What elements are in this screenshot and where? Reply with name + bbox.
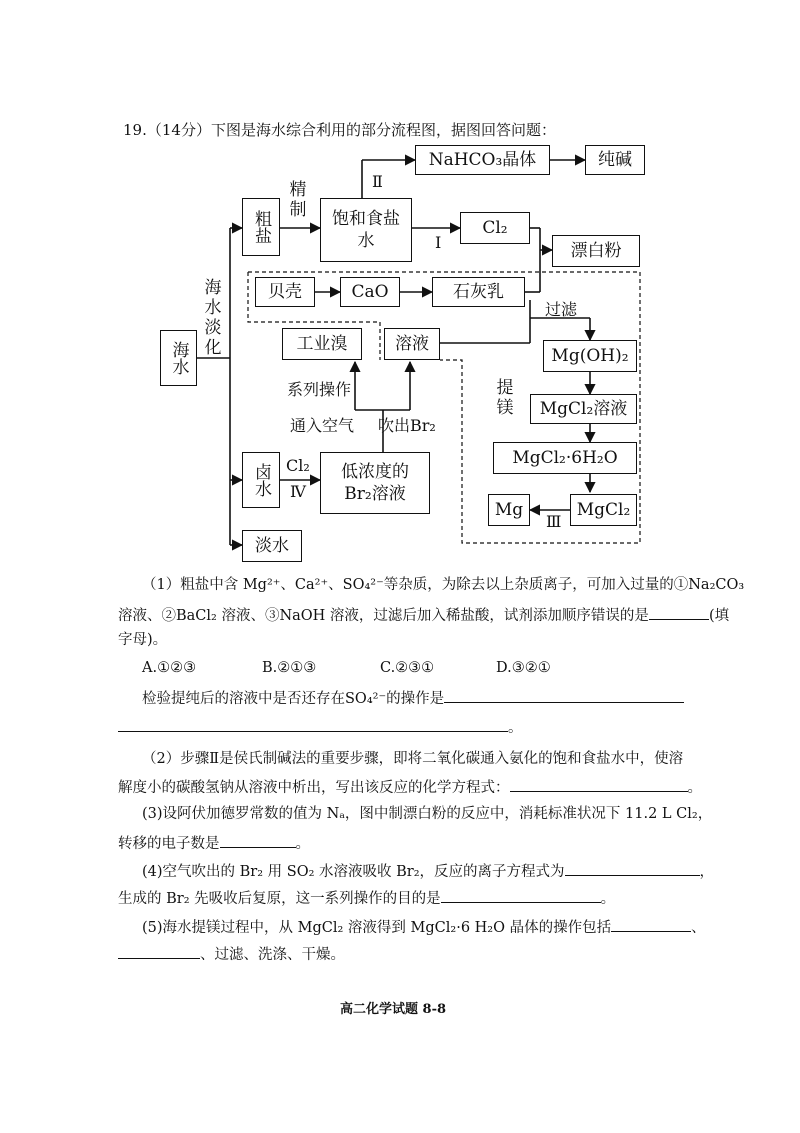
q1-opt-b: B.②①③ [262,660,317,676]
q1-opt-a: A.①②③ [142,660,197,676]
q2-end: 。 [687,780,702,796]
q1-check-blank2[interactable] [118,715,508,732]
cl2-box: Cl₂ [460,212,530,244]
cuyan-box: 粗盐 [242,198,280,256]
jingzhi-label: 精制 [289,180,307,220]
tongru-label: 通入空气 [290,416,355,435]
q5-line2-end: 、过滤、洗涤、干燥。 [200,947,345,963]
q3-end: 。 [295,836,310,852]
cao-box: CaO [340,277,400,307]
q1-line2-end: (填 [708,608,730,624]
rongye-box: 溶液 [384,328,440,360]
q4-line2 [118,886,615,910]
chuichu-label: 吹出Br₂ [378,416,436,435]
q4-equation-blank[interactable] [565,859,700,876]
q3-line2-text: 转移的电子数是 [118,836,220,852]
q1-answer-blank[interactable] [649,603,709,620]
step4-label: Ⅳ [290,482,306,501]
br2-sol-text: Br₂溶液 [344,484,406,504]
q5-blank-1[interactable] [611,915,691,932]
beike-box: 贝壳 [255,277,315,307]
q1-check-blank[interactable] [444,686,684,703]
mgcl2-box: MgCl₂ [570,494,637,526]
q1-opt-d: D.③②① [496,660,551,676]
step1-label: Ⅰ [435,233,442,252]
q2-answer-blank[interactable] [510,775,688,792]
mgcl2-hydrate-box: MgCl₂·6H₂O [493,442,637,474]
q1-opt-c: C.②③① [380,660,435,676]
shihuiru-box: 石灰乳 [432,277,525,307]
q1-check-line2 [118,715,523,739]
q5-line1-text: (5)海水提镁过程中，从 MgCl₂ 溶液得到 MgCl₂·6 H₂O 晶体的操作包括 [142,920,612,936]
question-header: 19.（14分）下图是海水综合利用的部分流程图，据图回答问题： [123,121,556,139]
q4-line1-text: (4)空气吹出的 Br₂ 用 SO₂ 水溶液吸收 Br₂，反应的离子方程式为 [142,864,565,880]
q1-line2 [118,603,729,627]
q5-blank-2[interactable] [118,942,200,959]
br2-box [320,452,430,514]
q3-answer-blank[interactable] [220,831,296,848]
haishui-box: 海水 [160,330,197,386]
q2-line2 [118,775,702,799]
haishuidanhua-label: 海水淡化 [204,278,222,358]
dinongdu-text: 低浓度的 [341,462,409,482]
q1-end: 。 [508,720,523,736]
step2-label: Ⅱ [372,172,383,191]
q5-line2 [118,942,345,966]
q4-line1 [142,859,714,883]
q4-line1-end: ， [699,864,715,880]
q1-check-text: 检验提纯后的溶液中是否还存在SO₄²⁻的操作是 [142,691,445,707]
q3-line2 [118,831,310,855]
mgoh2-box: Mg(OH)₂ [543,340,637,372]
piaobaifen-box: 漂白粉 [552,235,640,267]
lushui-box: 卤水 [242,452,280,508]
q2-line1: （2）步骤Ⅱ是侯氏制碱法的重要步骤，即将二氧化碳通入氨化的饱和食盐水中，使溶 [142,751,684,767]
gongyexiu-box: 工业溴 [282,328,362,360]
step3-label: Ⅲ [546,512,562,531]
page-footer: 高二化学试题 8-8 [340,1002,447,1017]
q2-line2-text: 解度小的碳酸氢钠从溶液中析出，写出该反应的化学方程式： [118,780,510,796]
q1-line1: （1）粗盐中含 Mg²⁺、Ca²⁺、SO₄²⁻等杂质，为除去以上杂质离子，可加入过量的①Na₂CO₃ [142,577,745,593]
danshui-box: 淡水 [242,530,302,562]
nahco3-box: NaHCO₃晶体 [415,145,550,175]
q4-end: 。 [600,891,616,907]
q5-line1-end: 、 [691,920,706,936]
mg-box: Mg [488,494,530,526]
q1-check-line [142,686,684,710]
q1-line3: 字母)。 [118,632,168,648]
timei-label: 提镁 [496,378,514,418]
mgcl2-sol-box: MgCl₂溶液 [530,394,637,424]
q4-purpose-blank[interactable] [441,886,601,903]
xilie-label: 系列操作 [287,380,352,399]
baohe-box: 饱和食盐水 [320,198,412,262]
q1-line2-text: 溶液、②BaCl₂ 溶液、③NaOH 溶液，过滤后加入稀盐酸，试剂添加顺序错误的是 [118,608,649,624]
guolv-label: 过滤 [545,300,578,319]
q5-line1 [142,915,706,939]
q4-line2-text: 生成的 Br₂ 先吸收后复原，这一系列操作的目的是 [118,891,441,907]
cl2-step-label: Cl₂ [286,456,310,475]
chunjian-box: 纯碱 [585,145,645,175]
q3-line1: (3)设阿伏加德罗常数的值为 Nₐ，图中制漂白粉的反应中，消耗标准状况下 11.2 L Cl₂， [142,806,713,822]
